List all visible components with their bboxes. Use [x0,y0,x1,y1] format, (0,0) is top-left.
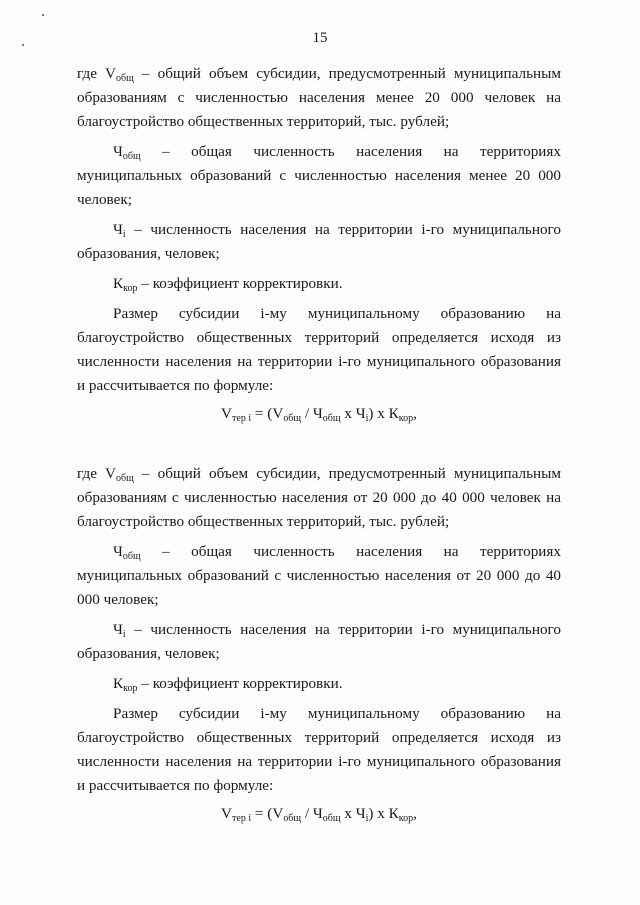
subsidy-formula: $V_{тер i} = (V_{общ} / Ч_{общ}$ x $Ч_i$) x $К_{кор}$, [221,805,417,824]
definition-v-total: где $V_{общ}$ – общий объем субсидии, предусмотренный муниципальным образованиям с численностью населения менее 20 000 человек на благоустройство общественных территорий, тыс. рублей; [77,65,561,130]
subsidy-size-paragraph: Размер субсидии i-му муниципальному образованию на благоустройство общественных территорий определяется исходя из численности населения на территории i-го муниципального образования и рассчитывается по формуле: [77,305,561,394]
page-number: 15 [312,30,328,46]
scan-speck [42,14,44,16]
definition-k-kor: $К_{кор}$ – коэффициент корректировки. [113,675,343,694]
document-body [77,62,561,826]
definition-ch-i: $Ч_i$ – численность населения на территории i-го муниципального образования, человек; [77,221,561,262]
definition-ch-total: $Ч_{общ}$ – общая численность населения на территориях муниципальных образований с численностью населения менее 20 000 человек; [77,143,561,208]
subsidy-size-paragraph: Размер субсидии i-му муниципальному образованию на благоустройство общественных территорий определяется исходя из численности населения на территории i-го муниципального образования и рассчитывается по формуле: [77,705,561,794]
definition-ch-i: $Ч_i$ – численность населения на территории i-го муниципального образования, человек; [77,621,561,662]
definition-k-kor: $К_{кор}$ – коэффициент корректировки. [113,275,343,294]
definition-ch-total: $Ч_{общ}$ – общая численность населения на территориях муниципальных образований с численностью населения от 20 000 до 40 000 человек; [77,543,561,608]
definition-v-total: где $V_{общ}$ – общий объем субсидии, предусмотренный муниципальным образованиям с численностью населения от 20 000 до 40 000 человек на благоустройство общественных территорий, тыс. рублей; [77,465,561,530]
subsidy-formula: $V_{тер i} = (V_{общ} / Ч_{общ}$ x $Ч_i$) x $К_{кор}$, [221,405,417,424]
